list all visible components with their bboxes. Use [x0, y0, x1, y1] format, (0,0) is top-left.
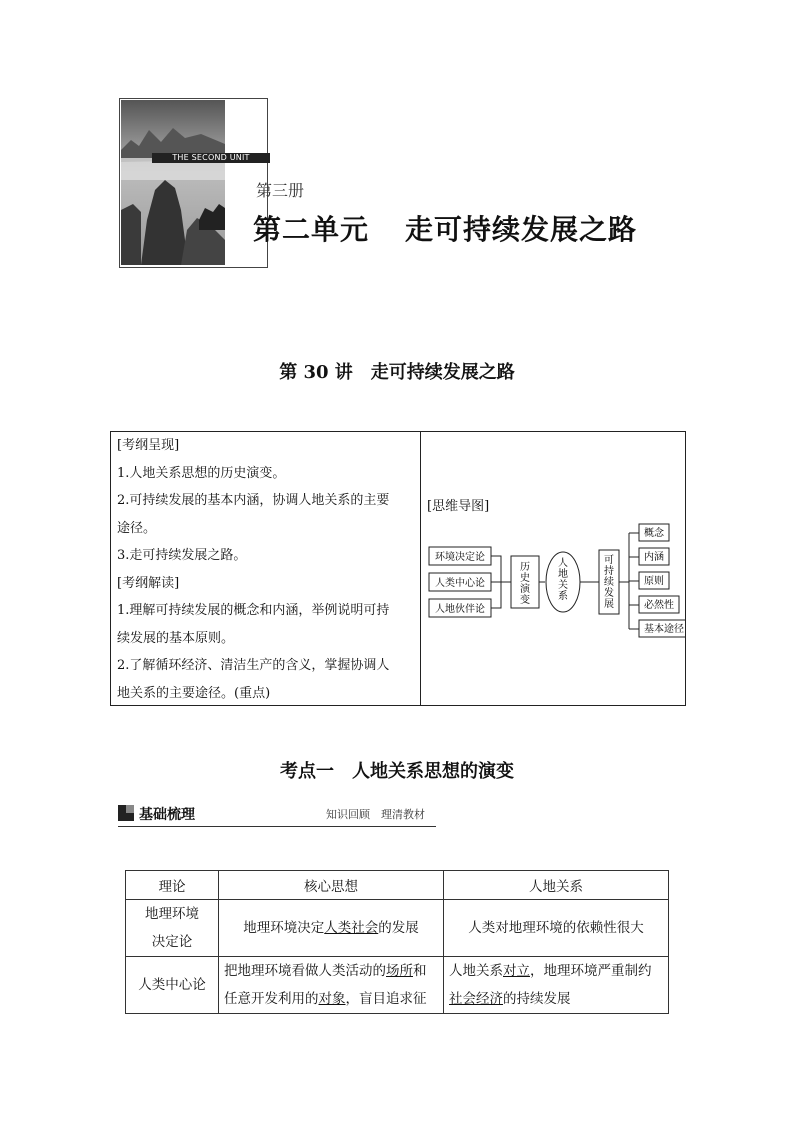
section-title: 基础梳理: [139, 807, 195, 823]
core-key: 人类社会: [324, 920, 379, 936]
svg-text:可持续发展: 可持续发展: [604, 555, 614, 610]
relation-cell: [444, 957, 669, 1014]
core-text: 把地理环境看做人类活动的: [224, 963, 386, 979]
unit-number: 第二单元: [253, 213, 370, 246]
interpret-item: 1.理解可持续发展的概念和内涵，举例说明可持: [117, 603, 390, 618]
core-text: ，盲目追求征: [345, 991, 427, 1007]
header-theory: 理论: [126, 871, 219, 900]
theory-cell: 人类中心论: [126, 957, 219, 1014]
core-cell: [219, 900, 444, 957]
mind-map-label: [思维导图]: [427, 499, 490, 514]
theory-label: 人地伙伴论: [435, 604, 485, 615]
aspect-box: [639, 596, 679, 613]
interpret-heading: [考纲解读]: [117, 575, 180, 591]
core-text: 地理环境决定: [243, 920, 325, 936]
syllabus-text: [117, 432, 415, 707]
present-item: 途径。: [117, 520, 157, 536]
present-heading: [考纲呈现]: [117, 438, 180, 453]
aspect-label: 原则: [644, 576, 664, 587]
syllabus-table: [110, 431, 686, 706]
relation-cell: 人类对地理环境的依赖性很大: [444, 900, 669, 957]
aspect-box: [639, 620, 685, 637]
present-item: 3.走可持续发展之路。: [117, 548, 247, 563]
core-cell: [219, 957, 444, 1014]
relation-text: 的持续发展: [503, 991, 571, 1007]
book-volume: 第三册: [256, 181, 305, 200]
present-item: 2.可持续发展的基本内涵，协调人地关系的主要: [117, 493, 390, 508]
theory-label: 环境决定论: [435, 552, 485, 563]
unit-tag: THE SECOND UNIT: [152, 153, 270, 163]
theory-label: 人类中心论: [435, 578, 485, 589]
key-point-title: 考点一 人地关系思想的演变: [280, 761, 514, 782]
aspect-label: 内涵: [644, 552, 664, 563]
unit-title: [253, 208, 637, 248]
section-square-icon: [118, 805, 134, 821]
aspect-label: 必然性: [644, 600, 674, 611]
section-rule: [118, 826, 436, 827]
theory-box: [429, 599, 491, 617]
interpret-item: 地关系的主要途径。(重点): [117, 685, 271, 701]
theory-box: [429, 547, 491, 565]
relation-text: ，地理环境严重制约: [530, 963, 652, 979]
core-key: 场所: [386, 963, 413, 979]
table-row: [126, 957, 669, 1014]
mind-map-diagram: [421, 512, 685, 692]
theory-box: [429, 573, 491, 591]
evolution-char: 历史演变: [520, 562, 530, 606]
table-row: [126, 900, 669, 957]
relation-key: 对立: [503, 963, 530, 979]
present-item: 1.人地关系思想的历史演变。: [117, 465, 286, 481]
interpret-item: 2.了解循环经济、清洁生产的含义，掌握协调人: [117, 658, 390, 673]
relation-text: 人地关系: [449, 963, 503, 979]
theory-name: 地理环境 决定论: [145, 906, 199, 950]
aspect-label: 基本途径: [644, 624, 684, 635]
table-header-row: [126, 871, 669, 900]
header-relation: 人地关系: [444, 871, 669, 900]
section-header: [118, 804, 436, 828]
aspect-box: [639, 524, 669, 541]
core-text: 和任意开发利用的: [224, 963, 427, 1007]
header-core: 核心思想: [219, 871, 444, 900]
aspect-box: [639, 548, 669, 565]
aspect-label: 概念: [644, 528, 664, 539]
unit-name: 走可持续发展之路: [405, 213, 638, 246]
svg-text:人地关系: 人地关系: [558, 558, 568, 602]
aspect-box: [639, 572, 669, 589]
lecture-title: 第 30 讲 走可持续发展之路: [279, 362, 515, 383]
theory-table: [125, 870, 669, 1014]
section-subtitle: 知识回顾 理清教材: [326, 808, 425, 821]
interpret-item: 续发展的基本原则。: [117, 630, 235, 646]
unit-banner: [119, 98, 268, 268]
core-key: 对象: [318, 991, 346, 1007]
mountain-landscape-image: [121, 100, 225, 265]
core-text: 的发展: [378, 920, 419, 936]
relation-key: 社会经济: [449, 991, 503, 1007]
theory-cell: [126, 900, 219, 957]
